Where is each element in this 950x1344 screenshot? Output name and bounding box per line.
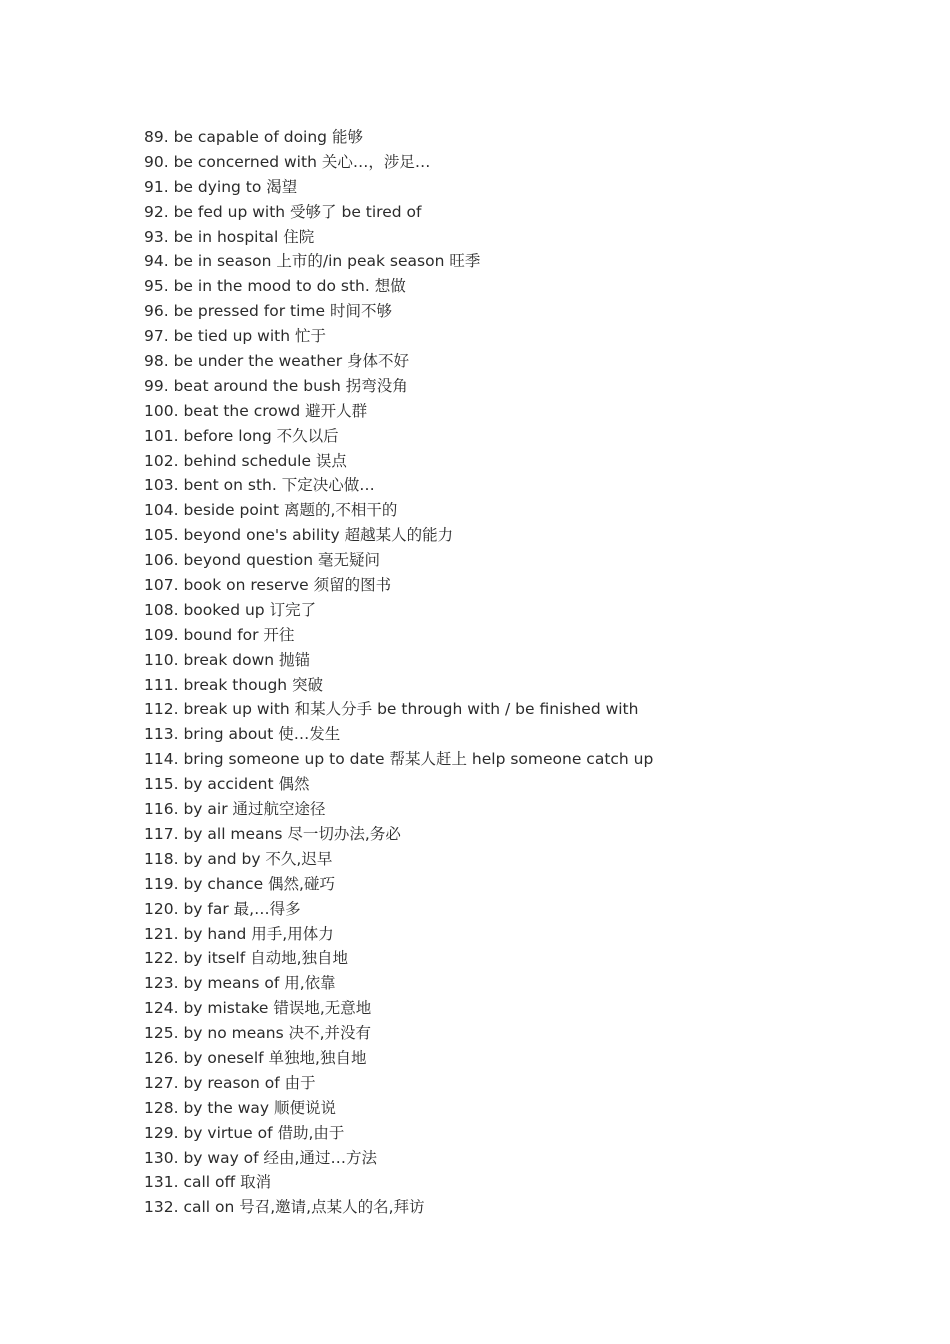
entry-number: 128. [144, 1098, 179, 1117]
entry-number: 132. [144, 1198, 179, 1217]
entry-text: by the way 顺便说说 [183, 1098, 337, 1117]
entry-text: call off 取消 [183, 1173, 272, 1192]
list-item [144, 598, 653, 623]
entry-text: be under the weather 身体不好 [173, 352, 410, 371]
entry-number: 130. [144, 1148, 179, 1167]
list-item [144, 1096, 653, 1121]
entry-text: by virtue of 借助,由于 [183, 1123, 345, 1142]
entry-text: by all means 尽一切办法,务必 [183, 824, 401, 843]
entry-text: beyond question 毫无疑问 [183, 551, 380, 570]
list-item [144, 249, 653, 274]
list-item [144, 274, 653, 299]
list-item [144, 648, 653, 673]
entry-text: be dying to 渴望 [173, 177, 298, 196]
list-item [144, 946, 653, 971]
entry-number: 103. [144, 476, 179, 495]
list-item [144, 872, 653, 897]
entry-number: 99. [144, 376, 169, 395]
list-item [144, 1170, 653, 1195]
entry-text: beat around the bush 拐弯没角 [173, 376, 408, 395]
entry-text: by hand 用手,用体力 [183, 924, 334, 943]
list-item [144, 125, 653, 150]
entry-text: bring someone up to date 帮某人赶上 help someone catch up [183, 750, 654, 769]
list-item [144, 573, 653, 598]
entry-number: 104. [144, 501, 179, 520]
list-item [144, 150, 653, 175]
entry-number: 124. [144, 999, 179, 1018]
entry-text: by mistake 错误地,无意地 [183, 999, 372, 1018]
list-item [144, 747, 653, 772]
list-item [144, 374, 653, 399]
entry-text: be in the mood to do sth. 想做 [173, 277, 406, 296]
entry-number: 120. [144, 899, 179, 918]
entry-text: booked up 订完了 [183, 600, 317, 619]
entry-text: be pressed for time 时间不够 [173, 302, 392, 321]
entry-number: 111. [144, 675, 179, 694]
list-item [144, 797, 653, 822]
list-item [144, 349, 653, 374]
list-item [144, 324, 653, 349]
entry-text: bring about 使…发生 [183, 725, 341, 744]
entry-number: 116. [144, 800, 179, 819]
entry-text: bent on sth. 下定决心做… [183, 476, 375, 495]
entry-number: 110. [144, 650, 179, 669]
entry-number: 94. [144, 252, 169, 271]
entry-number: 90. [144, 152, 169, 171]
entry-text: by and by 不久,迟早 [183, 849, 333, 868]
entry-text: beyond one's ability 超越某人的能力 [183, 526, 454, 545]
list-item [144, 623, 653, 648]
list-item [144, 1021, 653, 1046]
entry-number: 117. [144, 824, 179, 843]
entry-text: behind schedule 误点 [183, 451, 347, 470]
list-item [144, 1121, 653, 1146]
list-item [144, 523, 653, 548]
entry-text: be capable of doing 能够 [173, 128, 363, 146]
list-item [144, 548, 653, 573]
list-item [144, 1195, 653, 1220]
entry-text: by no means 决不,并没有 [183, 1024, 372, 1043]
list-item [144, 971, 653, 996]
entry-number: 119. [144, 874, 179, 893]
list-item [144, 225, 653, 250]
entry-text: break though 突破 [183, 675, 324, 694]
entry-text: be in hospital 住院 [173, 227, 315, 246]
phrase-list [144, 125, 653, 1220]
entry-text: by accident 偶然 [183, 775, 310, 794]
entry-number: 95. [144, 277, 169, 296]
entry-text: by chance 偶然,碰巧 [183, 874, 335, 893]
list-item [144, 175, 653, 200]
entry-text: break up with 和某人分手 be through with / be finished with [183, 700, 639, 719]
entry-number: 115. [144, 775, 179, 794]
entry-text: bound for 开往 [183, 625, 295, 644]
entry-text: call on 号召,邀请,点某人的名,拜访 [183, 1198, 425, 1217]
list-item [144, 399, 653, 424]
entry-number: 89. [144, 128, 169, 146]
entry-text: by way of 经由,通过…方法 [183, 1148, 377, 1167]
entry-number: 125. [144, 1024, 179, 1043]
list-item [144, 424, 653, 449]
entry-number: 112. [144, 700, 179, 719]
entry-number: 131. [144, 1173, 179, 1192]
list-item [144, 697, 653, 722]
list-item [144, 498, 653, 523]
entry-text: by oneself 单独地,独自地 [183, 1048, 367, 1067]
list-item [144, 897, 653, 922]
list-item [144, 299, 653, 324]
entry-number: 101. [144, 426, 179, 445]
list-item [144, 996, 653, 1021]
entry-number: 121. [144, 924, 179, 943]
entry-number: 102. [144, 451, 179, 470]
list-item [144, 473, 653, 498]
list-item [144, 772, 653, 797]
entry-text: be tied up with 忙于 [173, 327, 326, 346]
entry-number: 93. [144, 227, 169, 246]
entry-text: before long 不久以后 [183, 426, 339, 445]
entry-number: 129. [144, 1123, 179, 1142]
entry-number: 122. [144, 949, 179, 968]
entry-text: beside point 离题的,不相干的 [183, 501, 398, 520]
entry-number: 91. [144, 177, 169, 196]
entry-text: be fed up with 受够了 be tired of [173, 202, 422, 221]
entry-text: by means of 用,依靠 [183, 974, 336, 993]
entry-number: 108. [144, 600, 179, 619]
list-item [144, 673, 653, 698]
entry-number: 109. [144, 625, 179, 644]
list-item [144, 1146, 653, 1171]
entry-number: 113. [144, 725, 179, 744]
entry-text: beat the crowd 避开人群 [183, 401, 368, 420]
list-item [144, 922, 653, 947]
entry-text: by far 最,…得多 [183, 899, 301, 918]
list-item [144, 1071, 653, 1096]
entry-number: 106. [144, 551, 179, 570]
list-item [144, 722, 653, 747]
entry-number: 105. [144, 526, 179, 545]
list-item [144, 200, 653, 225]
entry-text: by air 通过航空途径 [183, 800, 326, 819]
entry-text: break down 抛锚 [183, 650, 311, 669]
entry-text: by reason of 由于 [183, 1073, 316, 1092]
entry-number: 126. [144, 1048, 179, 1067]
entry-text: be in season 上市的/in peak season 旺季 [173, 252, 481, 271]
entry-number: 96. [144, 302, 169, 321]
entry-number: 92. [144, 202, 169, 221]
list-item [144, 847, 653, 872]
entry-number: 114. [144, 750, 179, 769]
entry-text: book on reserve 须留的图书 [183, 576, 392, 595]
entry-number: 118. [144, 849, 179, 868]
list-item [144, 1046, 653, 1071]
entry-number: 123. [144, 974, 179, 993]
entry-text: by itself 自动地,独自地 [183, 949, 349, 968]
entry-number: 100. [144, 401, 179, 420]
entry-number: 107. [144, 576, 179, 595]
entry-text: be concerned with 关心…，涉足… [173, 152, 431, 171]
entry-number: 98. [144, 352, 169, 371]
entry-number: 127. [144, 1073, 179, 1092]
list-item [144, 822, 653, 847]
list-item [144, 449, 653, 474]
entry-number: 97. [144, 327, 169, 346]
